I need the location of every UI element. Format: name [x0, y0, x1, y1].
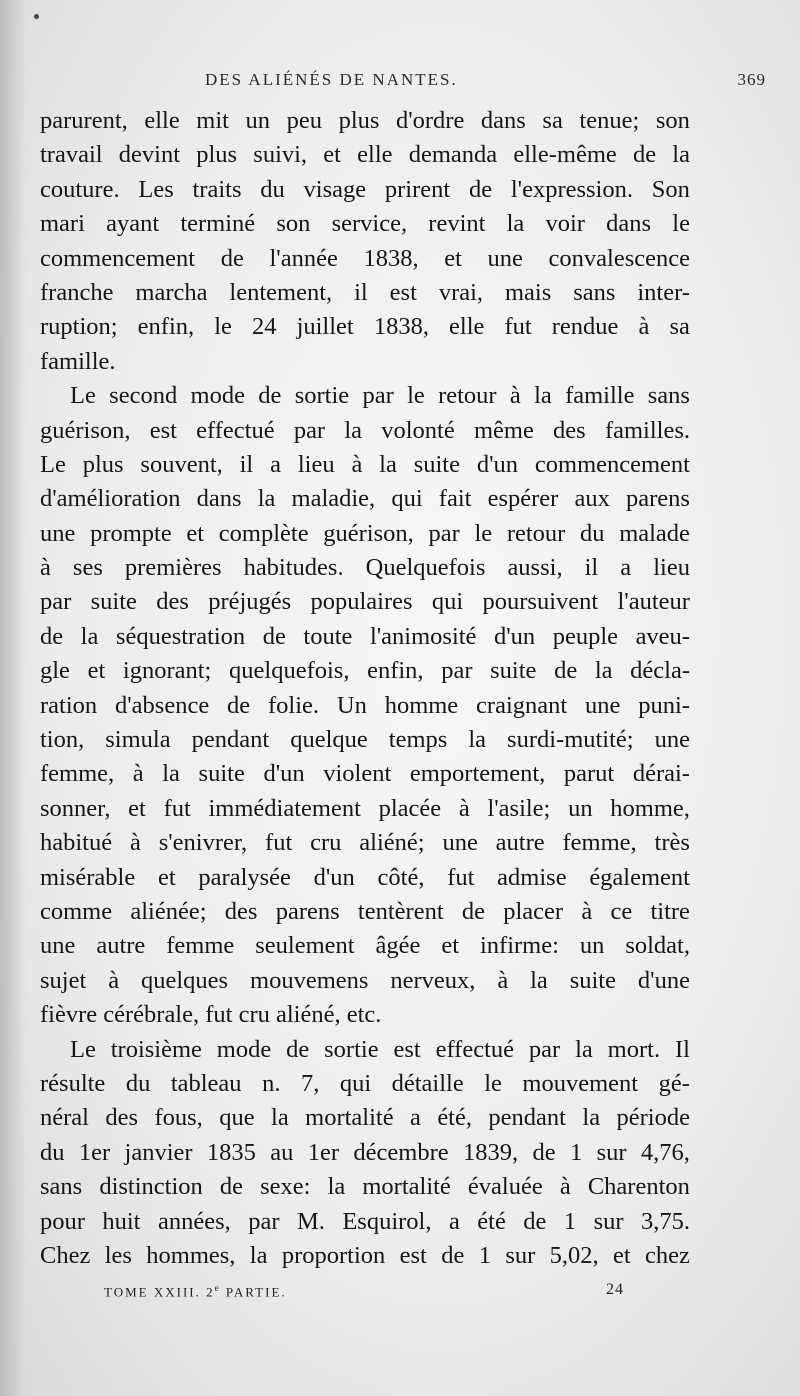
volume-signature [104, 1283, 287, 1300]
text-line: une prompte et complète guérison, par le retour du malade [40, 519, 690, 547]
text-line: par suite des préjugés populaires qui poursuivent l'auteur [40, 588, 690, 616]
paragraph-start-line: Le second mode de sortie par le retour à la famille sans [70, 382, 690, 410]
text-line: commencement de l'année 1838, et une convalescence [40, 244, 690, 272]
text-line: couture. Les traits du visage prirent de l'expression. Son [40, 175, 690, 203]
body-text [40, 104, 690, 1273]
ink-speck [34, 14, 39, 19]
running-title: DES ALIÉNÉS DE NANTES. [205, 70, 458, 89]
paragraph-start-line: Le troisième mode de sortie est effectué par la mort. Il [70, 1035, 690, 1063]
text-line: franche marcha lentement, il est vrai, mais sans inter- [40, 278, 690, 306]
text-line: famille. [40, 347, 116, 375]
text-line: tion, simula pendant quelque temps la surdi-mutité; une [40, 726, 690, 754]
text-line: sans distinction de sexe: la mortalité évaluée à Charenton [40, 1173, 690, 1201]
text-line: d'amélioration dans la maladie, qui fait espérer aux parens [40, 485, 690, 513]
text-line: à ses premières habitudes. Quelquefois aussi, il a lieu [40, 554, 690, 582]
volume-label: TOME XXIII. [104, 1284, 201, 1300]
footer [104, 1283, 624, 1305]
text-line: habitué à s'enivrer, fut cru aliéné; une autre femme, très [40, 829, 690, 857]
gathering-signature: 24 [606, 1281, 624, 1298]
text-line: femme, à la suite d'un violent emportement, parut dérai- [40, 760, 690, 788]
binding-shadow [0, 0, 26, 1396]
part-label: PARTIE. [225, 1284, 287, 1300]
text-line: néral des fous, que la mortalité a été, pendant la période [40, 1104, 690, 1132]
text-line: guérison, est effectué par la volonté même des familles. [40, 416, 690, 444]
text-line: mari ayant terminé son service, revint la voir dans le [40, 210, 690, 238]
text-line: une autre femme seulement âgée et infirme: un soldat, [40, 932, 690, 960]
text-line: résulte du tableau n. 7, qui détaille le mouvement gé- [40, 1069, 690, 1097]
text-line: sujet à quelques mouvemens nerveux, à la suite d'une [40, 966, 690, 994]
text-line: gle et ignorant; quelquefois, enfin, par suite de la décla- [40, 657, 690, 685]
text-line: pour huit années, par M. Esquirol, a été de 1 sur 3,75. [40, 1207, 690, 1235]
part-number: 2 [206, 1284, 215, 1300]
text-line: ration d'absence de folie. Un homme craignant une puni- [40, 691, 690, 719]
text-line: travail devint plus suivi, et elle demanda elle-même de la [40, 141, 690, 169]
text-line: sonner, et fut immédiatement placée à l'asile; un homme, [40, 794, 690, 822]
page-number: 369 [737, 70, 766, 89]
text-line: comme aliénée; des parens tentèrent de placer à ce titre [40, 897, 690, 925]
text-line: parurent, elle mit un peu plus d'ordre dans sa tenue; son [40, 107, 690, 134]
text-line: de la séquestration de toute l'animosité d'un peuple aveu- [40, 622, 690, 650]
text-line: misérable et paralysée d'un côté, fut admise également [40, 863, 690, 891]
text-line: ruption; enfin, le 24 juillet 1838, elle fut rendue à sa [40, 313, 690, 341]
text-line: Chez les hommes, la proportion est de 1 sur 5,02, et chez [40, 1241, 690, 1269]
text-line: Le plus souvent, il a lieu à la suite d'un commencement [40, 450, 690, 478]
text-line: du 1er janvier 1835 au 1er décembre 1839, de 1 sur 4,76, [40, 1138, 690, 1166]
running-header [205, 70, 770, 92]
part-superscript: e [214, 1283, 221, 1293]
text-line: fièvre cérébrale, fut cru aliéné, etc. [40, 1001, 382, 1029]
